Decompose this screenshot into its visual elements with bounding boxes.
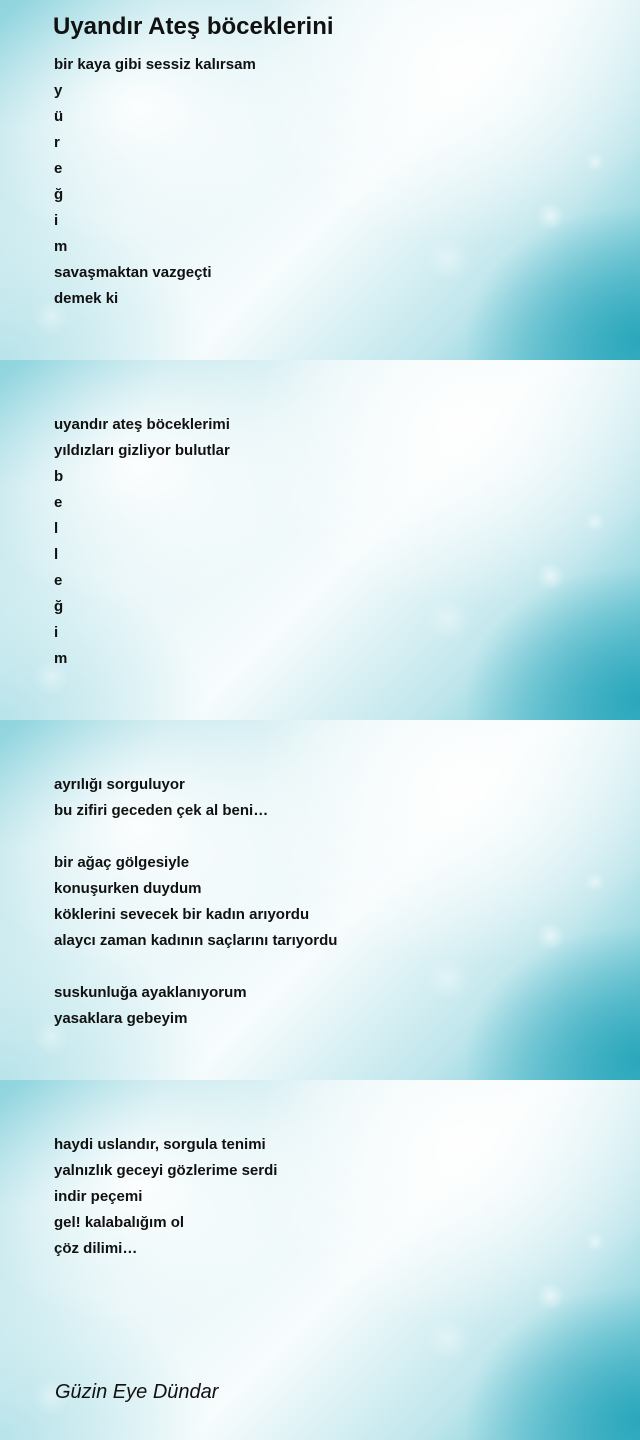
poem-line: l bbox=[54, 520, 59, 537]
poem-line: ü bbox=[54, 108, 64, 125]
poem-line: ayrılığı sorguluyor bbox=[54, 776, 185, 793]
poem-line: savaşmaktan vazgeçti bbox=[54, 264, 212, 281]
stanza-2 bbox=[54, 412, 230, 672]
poem-line: y bbox=[54, 82, 63, 99]
poem-panel-3 bbox=[0, 720, 640, 1080]
poem-line: haydi uslandır, sorgula tenimi bbox=[54, 1136, 266, 1153]
poem-line: e bbox=[54, 160, 63, 177]
poem-line-blank bbox=[54, 824, 337, 850]
poem-line: e bbox=[54, 494, 63, 511]
poem-panel-1 bbox=[0, 0, 640, 360]
poem-line: l bbox=[54, 546, 59, 563]
poem-line: b bbox=[54, 468, 64, 485]
poem-line: suskunluğa ayaklanıyorum bbox=[54, 984, 247, 1001]
poem-line: yıldızları gizliyor bulutlar bbox=[54, 442, 230, 459]
poem-line: indir peçemi bbox=[54, 1188, 143, 1205]
poem-line: demek ki bbox=[54, 290, 119, 307]
stanza-4 bbox=[54, 1132, 277, 1262]
poem-line: bir ağaç gölgesiyle bbox=[54, 854, 190, 871]
poem-line: ğ bbox=[54, 186, 64, 203]
poem-line: köklerini sevecek bir kadın arıyordu bbox=[54, 906, 310, 923]
stanza-3 bbox=[54, 772, 337, 1032]
poem-line: e bbox=[54, 572, 63, 589]
stanza-1 bbox=[54, 52, 256, 312]
poem-title: Uyandır Ateş böceklerini bbox=[53, 13, 334, 40]
poem-line: r bbox=[54, 134, 60, 151]
poem-line-blank bbox=[54, 954, 337, 980]
poem-line: yalnızlık geceyi gözlerime serdi bbox=[54, 1162, 278, 1179]
poem-line: gel! kalabalığım ol bbox=[54, 1214, 185, 1231]
poem-line: bu zifiri geceden çek al beni… bbox=[54, 802, 269, 819]
poem-line: m bbox=[54, 238, 68, 255]
poem-author: Güzin Eye Dündar bbox=[55, 1381, 219, 1403]
poem-line: yasaklara gebeyim bbox=[54, 1010, 188, 1027]
poem-line: konuşurken duydum bbox=[54, 880, 202, 897]
poem-line: alaycı zaman kadının saçlarını tarıyordu bbox=[54, 932, 338, 949]
poem-line: i bbox=[54, 212, 59, 229]
poem-line: ğ bbox=[54, 598, 64, 615]
poem-panel-4 bbox=[0, 1080, 640, 1440]
poem-line: i bbox=[54, 624, 59, 641]
poem-line: çöz dilimi… bbox=[54, 1240, 138, 1257]
poem-panel-2 bbox=[0, 360, 640, 720]
poem-line: uyandır ateş böceklerimi bbox=[54, 416, 230, 433]
poem-line: bir kaya gibi sessiz kalırsam bbox=[54, 56, 256, 73]
poem-line: m bbox=[54, 650, 68, 667]
